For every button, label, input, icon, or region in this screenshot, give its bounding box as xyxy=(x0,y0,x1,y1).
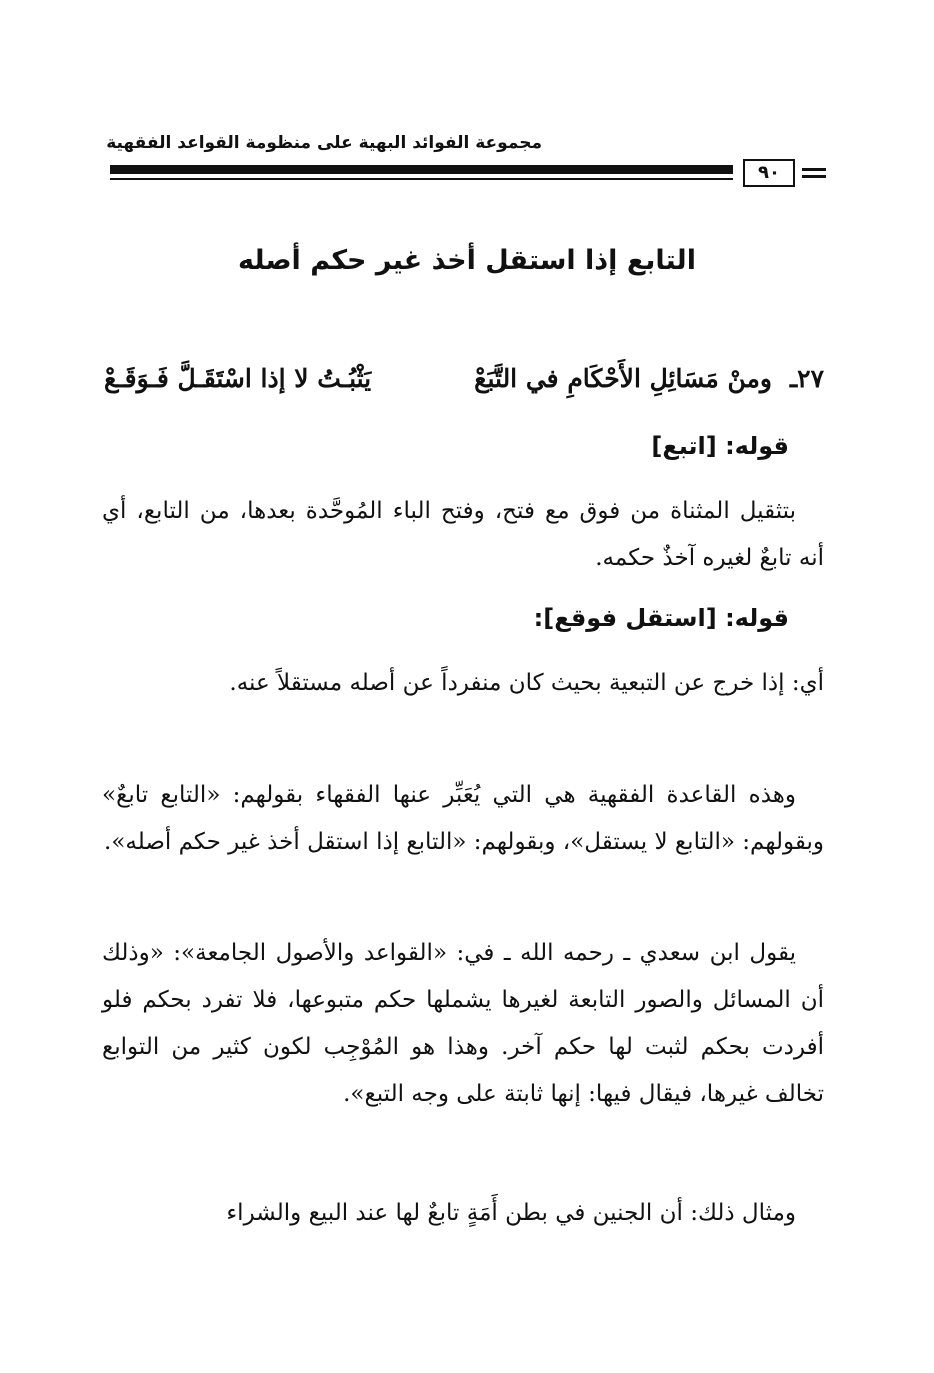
commentary-heading: قوله: [استقل فوقع]: xyxy=(533,604,789,632)
section-title: التابع إذا استقل أخذ غير حكم أصله xyxy=(238,245,696,276)
paragraph-text: ومثال ذلك: أن الجنين في بطن أَمَةٍ تابعٌ لها عند البيع والشراء xyxy=(226,1200,796,1226)
verse-number: ٢٧ـ xyxy=(789,364,824,393)
paragraph xyxy=(102,1190,824,1237)
running-header: مجموعة الفوائد البهية على منظومة القواعد الفقهية xyxy=(106,133,542,153)
page-number: ٩٠ xyxy=(743,159,795,187)
header-rule xyxy=(110,165,733,174)
verse-first-hemistich: ومنْ مَسَائِلِ الأَحْكَامِ في التَّبَعْ xyxy=(474,364,772,393)
paragraph xyxy=(102,660,824,707)
header-rule-thin xyxy=(110,178,733,180)
verse-line xyxy=(104,360,824,410)
header-rule-end xyxy=(802,168,826,178)
verse-second-hemistich: يَثْبُـتُ لا إذا اسْتَقَـلَّ فَـوَقَـعْ xyxy=(104,364,372,393)
paragraph-text: بتثقيل المثناة من فوق مع فتح، وفتح الباء المُوحَّدة بعدها، من التابع، أي أنه تابعٌ لغيره آخذٌ حكمه. xyxy=(102,498,824,571)
paragraph-text: وهذه القاعدة الفقهية هي التي يُعَبِّر عنها الفقهاء بقولهم: «التابع تابعٌ» وبقولهم: «التابع لا يستقل»، وبقولهم: «التابع إذا استقل أخذ غير حكم أصله». xyxy=(102,782,824,855)
paragraph-text: أي: إذا خرج عن التبعية بحيث كان منفرداً عن أصله مستقلاً عنه. xyxy=(229,670,824,696)
commentary-heading: قوله: [اتبع] xyxy=(651,432,789,460)
paragraph-text: يقول ابن سعدي ـ رحمه الله ـ في: «القواعد والأصول الجامعة»: «وذلك أن المسائل والصور التابعة لغيرها يشملها حكم متبوعها، فلا تفرد بحكم فلو أفردت بحكم لثبت لها حكم آخر. وهذا هو المُوْجِب لكون كثير من التوابع تخالف غيرها، فيقال فيها: إنها ثابتة على وجه التبع». xyxy=(102,940,824,1107)
paragraph xyxy=(102,930,824,1118)
paragraph xyxy=(102,772,824,866)
paragraph xyxy=(102,488,824,582)
